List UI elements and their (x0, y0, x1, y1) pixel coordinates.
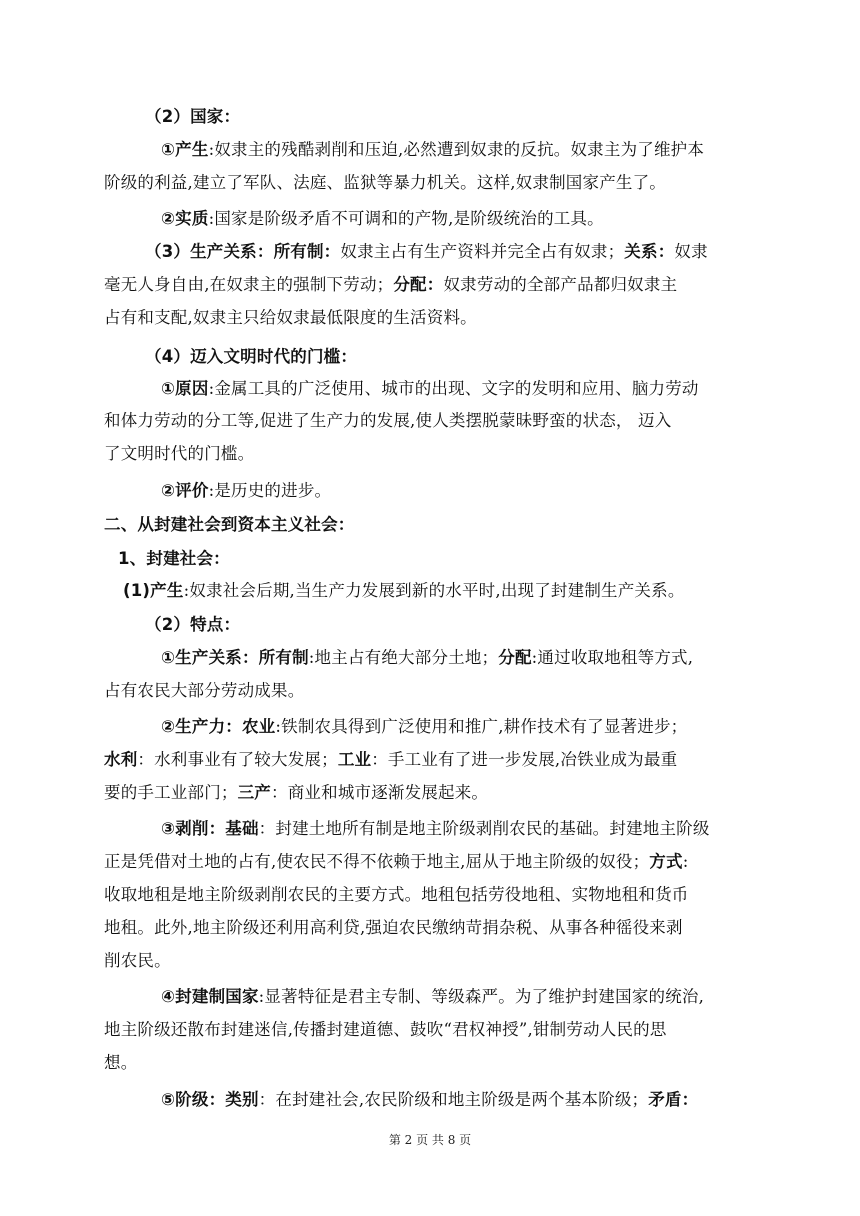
text-line (104, 750, 677, 770)
bold-text-run: （3）生产关系：所有制： (145, 242, 341, 261)
text-run: 了文明时代的门槛。 (104, 444, 255, 463)
bold-text-run: 关系： (624, 242, 675, 261)
text-run: :是历史的进步。 (208, 481, 332, 500)
bold-text-run: 水利 (104, 750, 138, 769)
bold-text-run: 二、从封建社会到资本主义社会： (104, 515, 355, 534)
text-run: 要的手工业部门； (104, 783, 238, 802)
bold-text-run: （2）国家： (145, 107, 241, 126)
text-line (161, 379, 699, 399)
text-line (104, 411, 671, 431)
text-run: ：封建土地所有制是地主阶级剥削农民的基础。封建地主阶级 (258, 819, 710, 838)
text-line (104, 173, 666, 193)
text-line (145, 107, 240, 127)
bold-text-run: 方式 (649, 852, 683, 871)
bold-text-run: 工业 (337, 750, 372, 769)
text-line (104, 681, 304, 701)
text-line (104, 918, 683, 938)
text-run: 削农民。 (104, 951, 171, 970)
text-line (161, 140, 704, 160)
text-line (161, 1090, 698, 1110)
text-run: ：商业和城市逐渐发展起来。 (271, 783, 489, 802)
bold-text-run: 分配： (393, 275, 444, 294)
text-run: 地租。此外,地主阶级还利用高利贷,强迫农民缴纳苛捐杂税、从事各种徭役来剥 (104, 918, 683, 937)
text-run: 奴隶劳动的全部产品都归奴隶主 (443, 275, 678, 294)
text-line (104, 444, 254, 464)
text-line (104, 515, 355, 535)
bold-text-run: （4）迈入文明时代的门槛： (145, 347, 358, 366)
bold-text-run: ⑤阶级：类别 (161, 1090, 259, 1109)
text-line (161, 648, 693, 668)
text-line (104, 783, 488, 803)
bold-text-run: 分配 (498, 648, 532, 667)
text-line (118, 549, 230, 569)
text-run: ：手工业有了进一步发展,冶铁业成为最重 (371, 750, 678, 769)
bold-text-run: （2）特点： (145, 615, 241, 634)
text-line (161, 481, 331, 501)
text-line (104, 852, 688, 872)
bold-text-run: ①产生 (161, 140, 209, 159)
text-line (104, 885, 689, 905)
text-run: :金属工具的广泛使用、城市的出现、文字的发明和应用、脑力劳动 (208, 379, 699, 398)
text-line (161, 209, 604, 229)
text-run: 正是凭借对土地的占有,使农民不得不依赖于地主,屈从于地主阶级的奴役； (104, 852, 650, 871)
bold-text-run: ②生产力：农业 (161, 717, 276, 736)
text-line (161, 819, 710, 839)
text-run: 奴隶主占有生产资料并完全占有奴隶； (340, 242, 625, 261)
bold-text-run: ②实质 (161, 209, 209, 228)
text-line (104, 308, 477, 328)
text-line (161, 717, 687, 737)
text-run: :通过收取地租等方式, (531, 648, 694, 667)
bold-text-run: ③剥削：基础 (161, 819, 259, 838)
text-run: :地主占有绝大部分土地； (308, 648, 499, 667)
bold-text-run: 三产 (237, 783, 272, 802)
text-line (145, 242, 708, 262)
bold-text-run: ①原因 (161, 379, 209, 398)
text-run: :奴隶社会后期,当生产力发展到新的水平时,出现了封建制生产关系。 (183, 581, 685, 600)
text-run: 毫无人身自由,在奴隶主的强制下劳动； (104, 275, 394, 294)
text-run: 占有和支配,奴隶主只给奴隶最低限度的生活资料。 (104, 308, 477, 327)
text-line (104, 1053, 137, 1073)
text-run: :显著特征是君主专制、等级森严。为了维护封建国家的统治, (258, 987, 705, 1006)
bold-text-run: (1)产生 (123, 581, 184, 600)
text-run: 地主阶级还散布封建迷信,传播封建道德、鼓吹“君权神授”,钳制劳动人民的思 (104, 1020, 667, 1039)
page-footer: 第 2 页 共 8 页 (388, 1133, 472, 1147)
text-run: ：水利事业有了较大发展； (137, 750, 338, 769)
bold-text-run: ①生产关系：所有制 (161, 648, 309, 667)
text-run: 奴隶 (674, 242, 708, 261)
text-run: ：在封建社会,农民阶级和地主阶级是两个基本阶级； (258, 1090, 649, 1109)
text-line (104, 275, 677, 295)
text-run: :铁制农具得到广泛使用和推广,耕作技术有了显著进步； (275, 717, 688, 736)
text-run: 收取地租是地主阶级剥削农民的主要方式。地租包括劳役地租、实物地租和货币 (104, 885, 689, 904)
bold-text-run: 1、封建社会： (118, 549, 230, 568)
text-line (145, 347, 357, 367)
bold-text-run: ④封建制国家 (161, 987, 259, 1006)
text-line (161, 987, 704, 1007)
text-run: 想。 (104, 1053, 138, 1072)
bold-text-run: 矛盾： (648, 1090, 699, 1109)
text-run: 和体力劳动的分工等,促进了生产力的发展,使人类摆脱蒙昧野蛮的状态， 迈入 (104, 411, 672, 430)
text-run: :国家是阶级矛盾不可调和的产物,是阶级统治的工具。 (208, 209, 604, 228)
text-line (104, 951, 171, 971)
text-run: :奴隶主的残酷剥削和压迫,必然遭到奴隶的反抗。奴隶主为了维护本 (208, 140, 705, 159)
text-run: 阶级的利益,建立了军队、法庭、监狱等暴力机关。这样,奴隶制国家产生了。 (104, 173, 666, 192)
bold-text-run: ②评价 (161, 481, 209, 500)
text-line (123, 581, 685, 601)
text-run: 占有农民大部分劳动成果。 (104, 681, 305, 700)
text-run: : (682, 852, 689, 871)
text-line (104, 1020, 667, 1040)
text-line (145, 615, 240, 635)
